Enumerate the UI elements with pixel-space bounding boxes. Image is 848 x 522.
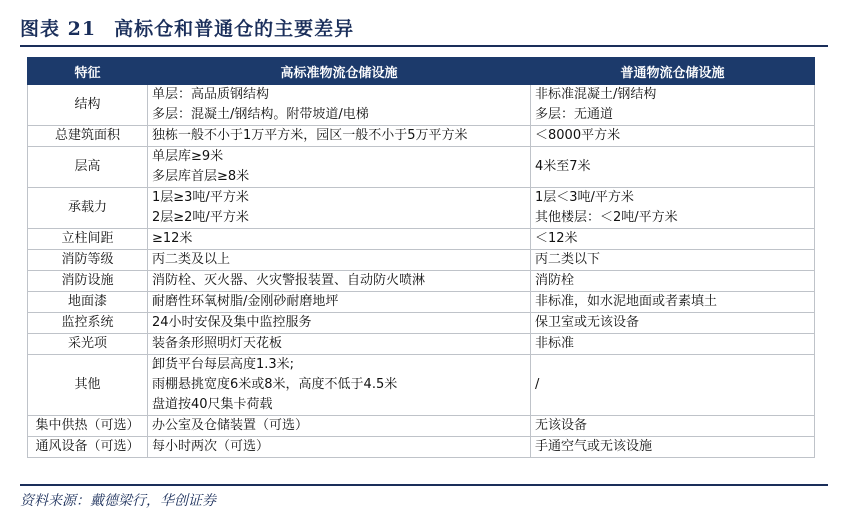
normal-cell [531, 250, 815, 271]
normal-cell [531, 292, 815, 313]
normal-cell [531, 271, 815, 292]
cell-line: 多层：无通道 [535, 107, 614, 122]
high-standard-cell [148, 416, 531, 437]
cell-line: 2层≥2吨/平方米 [152, 210, 249, 225]
source-note: 资料来源：戴德梁行，华创证券 [20, 493, 216, 509]
figure-title [20, 14, 828, 41]
cell-line: 单层库≥9米 [152, 149, 224, 164]
cell-line: 办公室及仓储装置（可选） [152, 418, 309, 433]
feature-cell: 总建筑面积 [28, 126, 148, 147]
feature-cell: 承载力 [28, 188, 148, 229]
table-row [28, 147, 815, 188]
header-high-standard: 高标准物流仓储设施 [148, 58, 531, 85]
normal-cell [531, 355, 815, 416]
cell-line: ≥12米 [152, 231, 193, 246]
normal-cell [531, 126, 815, 147]
high-standard-cell [148, 313, 531, 334]
normal-cell [531, 229, 815, 250]
feature-cell: 结构 [28, 85, 148, 126]
table-body [28, 85, 815, 458]
high-standard-cell [148, 334, 531, 355]
table-row [28, 313, 815, 334]
table-row [28, 85, 815, 126]
cell-line: 消防栓、灭火器、火灾警报装置、自动防火喷淋 [152, 273, 426, 288]
normal-cell [531, 437, 815, 458]
normal-cell [531, 85, 815, 126]
cell-line: 装备条形照明灯天花板 [152, 336, 283, 351]
feature-cell: 监控系统 [28, 313, 148, 334]
cell-line: ＜8000平方米 [535, 128, 621, 143]
table-header-row [28, 58, 815, 85]
cell-line: 耐磨性环氧树脂/金刚砂耐磨地坪 [152, 294, 339, 309]
feature-cell: 层高 [28, 147, 148, 188]
header-normal: 普通物流仓储设施 [531, 58, 815, 85]
feature-cell: 消防设施 [28, 271, 148, 292]
cell-line: 其他楼层：＜2吨/平方米 [535, 210, 678, 225]
high-standard-cell [148, 126, 531, 147]
high-standard-cell [148, 188, 531, 229]
cell-line: / [535, 377, 540, 392]
feature-cell: 采光项 [28, 334, 148, 355]
feature-cell: 消防等级 [28, 250, 148, 271]
table-row [28, 292, 815, 313]
high-standard-cell [148, 437, 531, 458]
table-row [28, 416, 815, 437]
feature-cell: 地面漆 [28, 292, 148, 313]
cell-line: 非标准，如水泥地面或者素填土 [535, 294, 718, 309]
feature-cell: 通风设备（可选） [28, 437, 148, 458]
cell-line: 丙二类以下 [535, 252, 601, 267]
normal-cell [531, 313, 815, 334]
source-divider [20, 484, 828, 486]
normal-cell [531, 188, 815, 229]
normal-cell [531, 147, 815, 188]
cell-line: 非标准 [535, 336, 575, 351]
table-row [28, 126, 815, 147]
normal-cell [531, 334, 815, 355]
table-row [28, 229, 815, 250]
high-standard-cell [148, 85, 531, 126]
figure-label: 图表 21 [20, 18, 97, 40]
cell-line: 4米至7米 [535, 159, 591, 174]
cell-line: 手通空气或无该设施 [535, 439, 653, 454]
table-row [28, 188, 815, 229]
feature-cell: 立柱间距 [28, 229, 148, 250]
cell-line: 非标准混凝土/钢结构 [535, 87, 657, 102]
cell-line: 卸货平台每层高度1.3米; [152, 357, 295, 372]
table-row [28, 437, 815, 458]
cell-line: 丙二类及以上 [152, 252, 231, 267]
high-standard-cell [148, 229, 531, 250]
high-standard-cell [148, 355, 531, 416]
high-standard-cell [148, 250, 531, 271]
cell-line: 单层：高品质钢结构 [152, 87, 270, 102]
high-standard-cell [148, 292, 531, 313]
cell-line: 保卫室或无该设备 [535, 315, 640, 330]
table-row [28, 271, 815, 292]
feature-cell: 其他 [28, 355, 148, 416]
cell-line: 独栋一般不小于1万平方米，园区一般不小于5万平方米 [152, 128, 468, 143]
cell-line: 雨棚悬挑宽度6米或8米，高度不低于4.5米 [152, 377, 398, 392]
cell-line: 盘道按40尺集卡荷载 [152, 397, 273, 412]
cell-line: 多层：混凝土/钢结构。附带坡道/电梯 [152, 107, 369, 122]
comparison-table [27, 57, 815, 458]
table-row [28, 334, 815, 355]
table-row [28, 250, 815, 271]
cell-line: 多层库首层≥8米 [152, 169, 250, 184]
cell-line: 每小时两次（可选） [152, 439, 270, 454]
figure-title-text: 高标仓和普通仓的主要差异 [114, 18, 355, 40]
header-feature: 特征 [28, 58, 148, 85]
title-divider [20, 45, 828, 47]
cell-line: 1层＜3吨/平方米 [535, 190, 634, 205]
high-standard-cell [148, 271, 531, 292]
cell-line: 1层≥3吨/平方米 [152, 190, 249, 205]
normal-cell [531, 416, 815, 437]
cell-line: ＜12米 [535, 231, 578, 246]
table-row [28, 355, 815, 416]
cell-line: 24小时安保及集中监控服务 [152, 315, 312, 330]
cell-line: 无该设备 [535, 418, 588, 433]
feature-cell: 集中供热（可选） [28, 416, 148, 437]
cell-line: 消防栓 [535, 273, 575, 288]
high-standard-cell [148, 147, 531, 188]
